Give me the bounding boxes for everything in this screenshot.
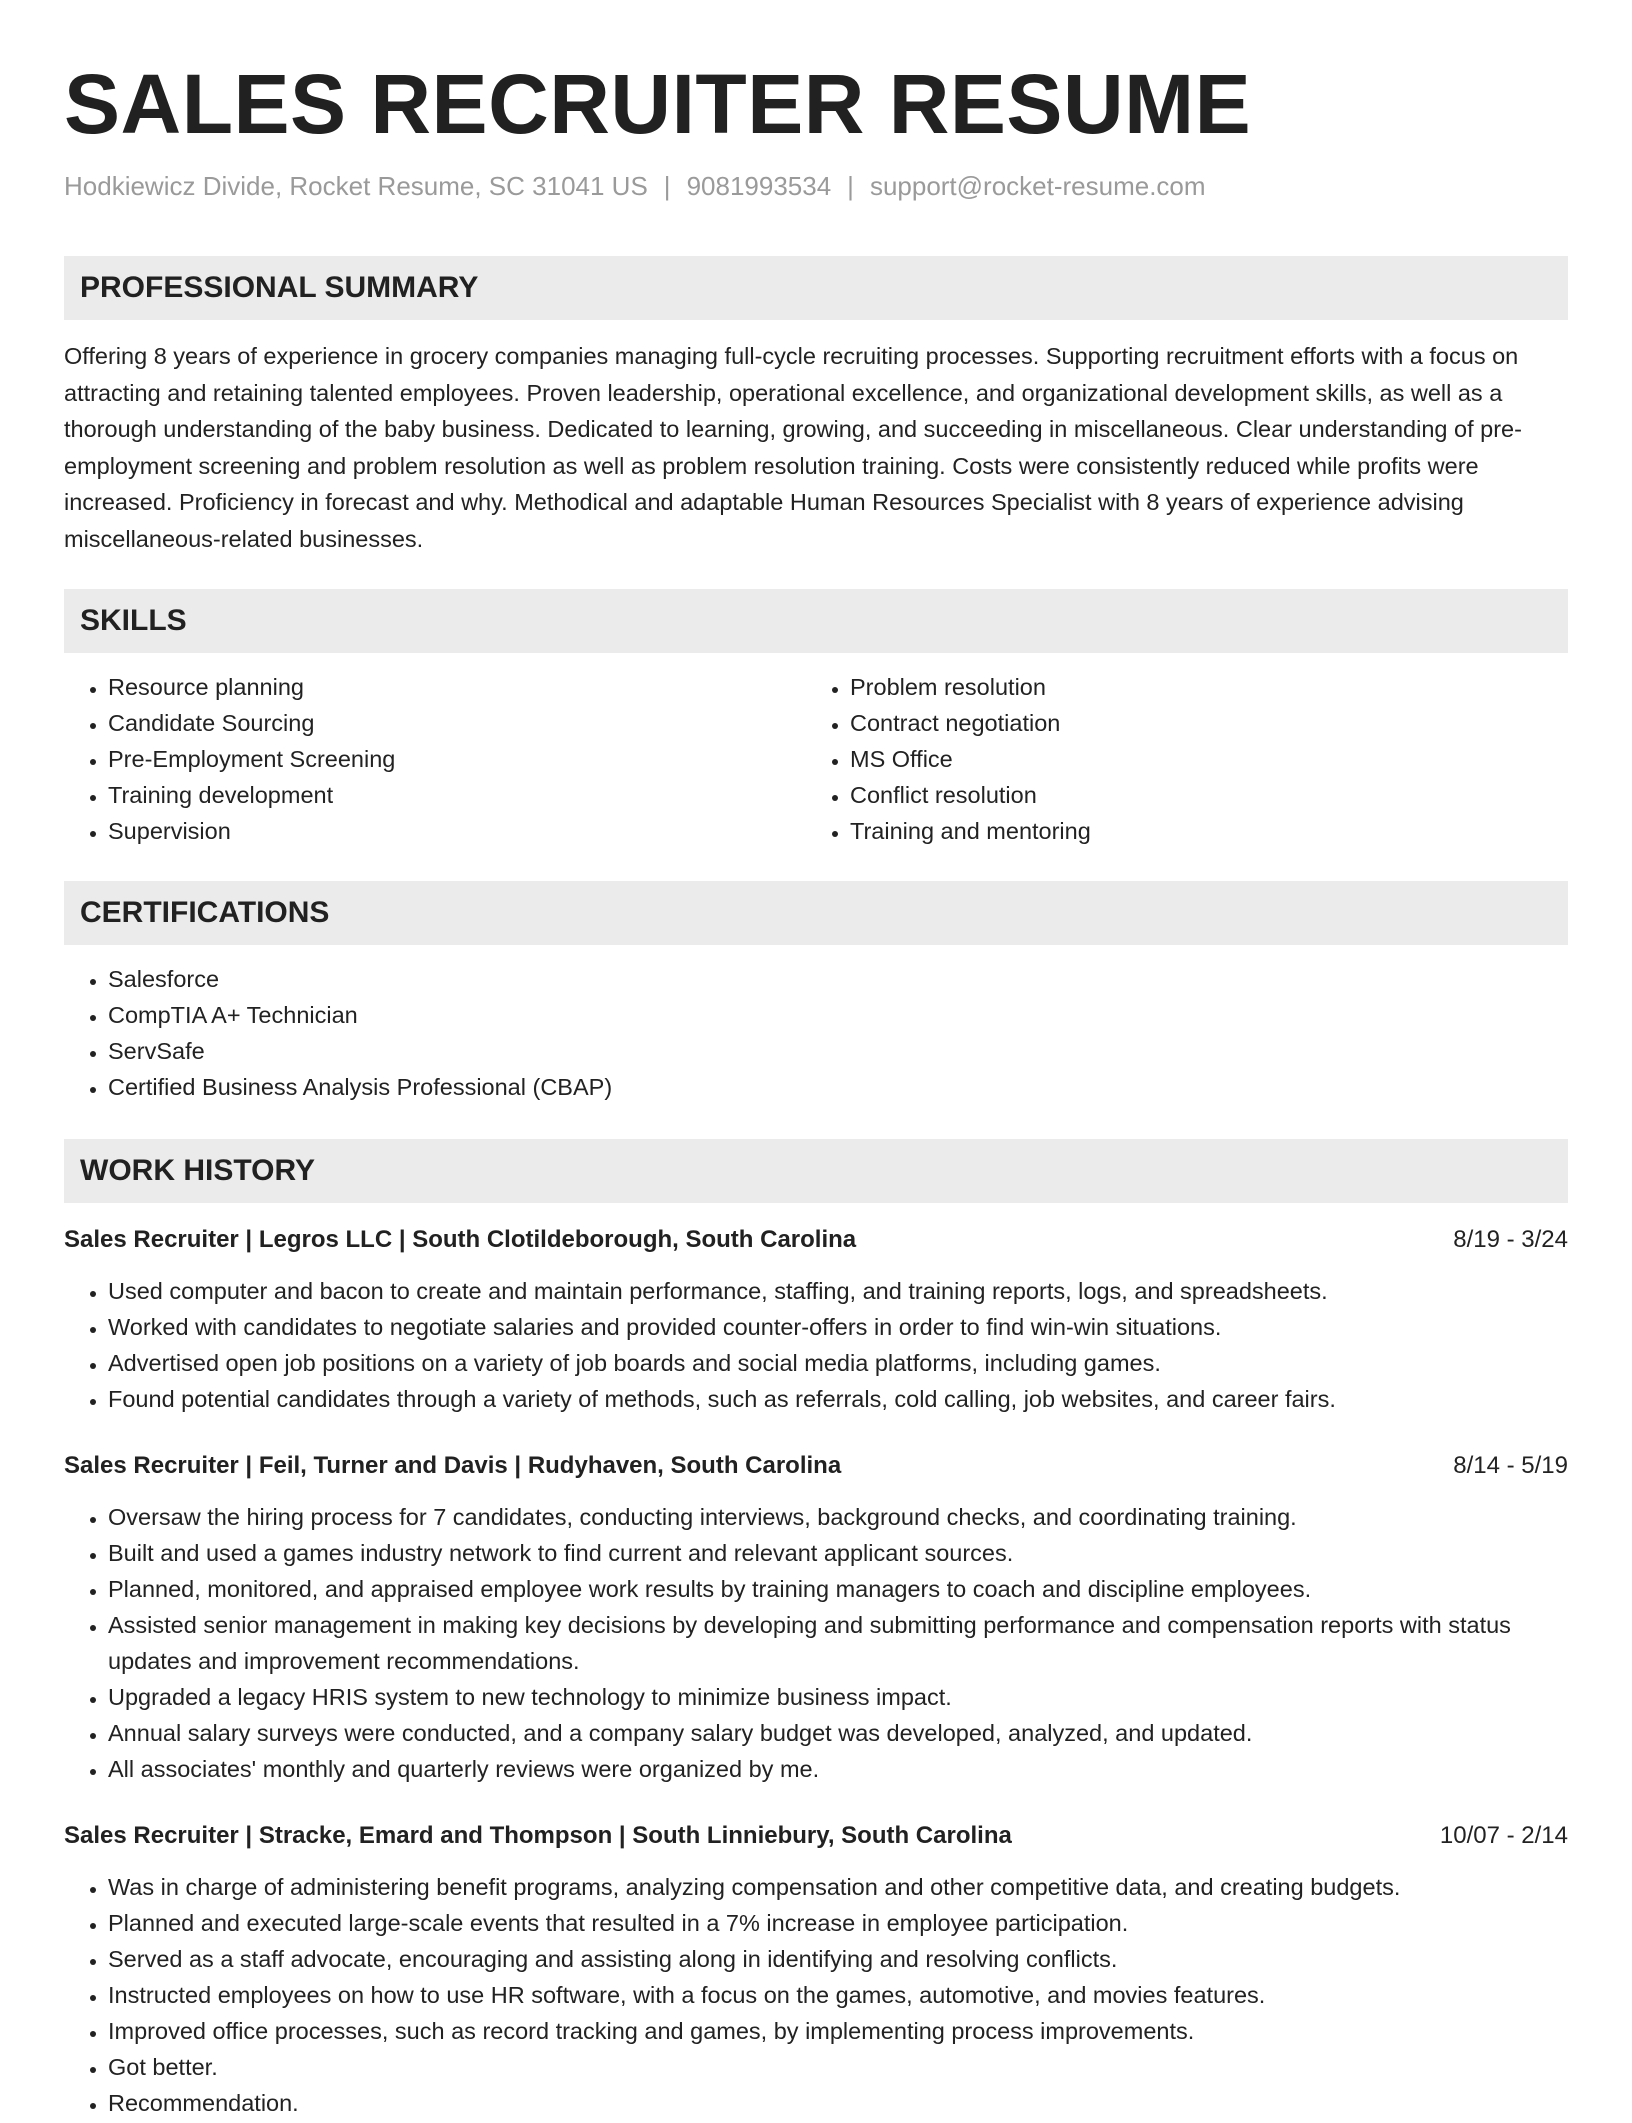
job-bullet: • Served as a staff advocate, encouraging and assisting along in identifying and resolving conflicts. [108,1941,1568,1977]
job-bullet: • Upgraded a legacy HRIS system to new technology to minimize business impact. [108,1679,1568,1715]
skill-item: • Problem resolution [850,669,1548,705]
job-bullet: • Advertised open job positions on a variety of job boards and social media platforms, including games. [108,1345,1568,1381]
certification-item: • Salesforce [108,961,1568,997]
skill-item: • Pre-Employment Screening [108,741,806,777]
job-bullet: • Built and used a games industry network to find current and relevant applicant sources. [108,1535,1568,1571]
job-bullets [64,1273,1568,1417]
job-title: Sales Recruiter | Legros LLC | South Clotildeborough, South Carolina [64,1226,857,1253]
job-bullet: • Was in charge of administering benefit programs, analyzing compensation and other competitive data, and creating budgets. [108,1869,1568,1905]
certification-item: • CompTIA A+ Technician [108,997,1568,1033]
job-bullet: • Planned, monitored, and appraised employee work results by training managers to coach and discipline employees. [108,1571,1568,1607]
contact-phone: 9081993534 [686,171,832,201]
job-dates: 8/14 - 5/19 [1453,1452,1568,1479]
contact-address: Hodkiewicz Divide, Rocket Resume, SC 31041 US [64,171,648,201]
job-bullet: • Instructed employees on how to use HR software, with a focus on the games, automotive, and movies features. [108,1977,1568,2013]
job-bullet: • Improved office processes, such as record tracking and games, by implementing process improvements. [108,2013,1568,2049]
contact-separator: | [847,171,854,201]
certifications-heading: CERTIFICATIONS [64,881,1568,945]
job-header [64,1449,1568,1483]
skills-heading: SKILLS [64,589,1568,653]
skill-item: • Candidate Sourcing [108,705,806,741]
job-bullet: • Recommendation. [108,2085,1568,2121]
job-title: Sales Recruiter | Stracke, Emard and Thompson | South Linniebury, South Carolina [64,1822,1012,1849]
summary-text: Offering 8 years of experience in grocery companies managing full-cycle recruiting processes. Supporting recruitment efforts with a focus on attracting and retaining talented employees. Proven leadership, operational excellence, and organizational development skills, as well as a thorough understanding of the baby business. Dedicated to learning, growing, and succeeding in miscellaneous. Clear understanding of pre-employment screening and problem resolution as well as problem resolution training. Costs were consistently reduced while profits were increased. Proficiency in forecast and why. Methodical and adaptable Human Resources Specialist with 8 years of experience advising miscellaneous-related businesses. [64,343,1522,552]
skills-list-left [64,669,806,849]
job-dates: 8/19 - 3/24 [1453,1226,1568,1253]
certification-item: • ServSafe [108,1033,1568,1069]
job-bullet: • Found potential candidates through a variety of methods, such as referrals, cold calling, job websites, and career fairs. [108,1381,1568,1417]
certifications-section [64,881,1568,1105]
resume-page [64,0,1568,2121]
job-bullet: • Worked with candidates to negotiate salaries and provided counter-offers in order to find win-win situations. [108,1309,1568,1345]
job-bullet: • Used computer and bacon to create and maintain performance, staffing, and training reports, logs, and spreadsheets. [108,1273,1568,1309]
certifications-list [64,961,1568,1105]
job-entry [64,1223,1568,1417]
job-entry [64,1819,1568,2121]
job-entry [64,1449,1568,1787]
contact-line [64,168,1568,204]
job-bullet: • Assisted senior management in making key decisions by developing and submitting performance and compensation reports with status updates and improvement recommendations. [108,1607,1568,1679]
skills-columns [64,669,1568,849]
contact-email: support@rocket-resume.com [869,171,1206,201]
resume-title: SALES RECRUITER RESUME [64,57,1252,151]
skills-column-left [64,669,806,849]
certification-item: • Certified Business Analysis Professional (CBAP) [108,1069,1568,1105]
skill-item: • Resource planning [108,669,806,705]
job-bullet: • All associates' monthly and quarterly reviews were organized by me. [108,1751,1568,1787]
skills-section [64,589,1568,849]
skill-item: • Supervision [108,813,806,849]
job-bullet: • Oversaw the hiring process for 7 candidates, conducting interviews, background checks, and coordinating training. [108,1499,1568,1535]
skill-item: • Training development [108,777,806,813]
job-title: Sales Recruiter | Feil, Turner and Davis | Rudyhaven, South Carolina [64,1452,842,1479]
job-bullet: • Annual salary surveys were conducted, and a company salary budget was developed, analyzed, and updated. [108,1715,1568,1751]
skill-item: • Conflict resolution [850,777,1548,813]
work-history-section [64,1139,1568,2121]
skill-item: • Training and mentoring [850,813,1548,849]
contact-separator: | [663,171,671,201]
work-history-heading: WORK HISTORY [64,1139,1568,1203]
professional-summary-section [64,256,1568,557]
skills-column-right [806,669,1548,849]
job-bullets [64,1499,1568,1787]
job-header [64,1819,1568,1853]
job-dates: 10/07 - 2/14 [1439,1822,1568,1849]
job-bullets [64,1869,1568,2121]
skill-item: • MS Office [850,741,1548,777]
summary-heading: PROFESSIONAL SUMMARY [64,256,1568,320]
job-bullet: • Planned and executed large-scale events that resulted in a 7% increase in employee participation. [108,1905,1568,1941]
skills-list-right [806,669,1548,849]
job-header [64,1223,1568,1257]
skill-item: • Contract negotiation [850,705,1548,741]
job-bullet: • Got better. [108,2049,1568,2085]
